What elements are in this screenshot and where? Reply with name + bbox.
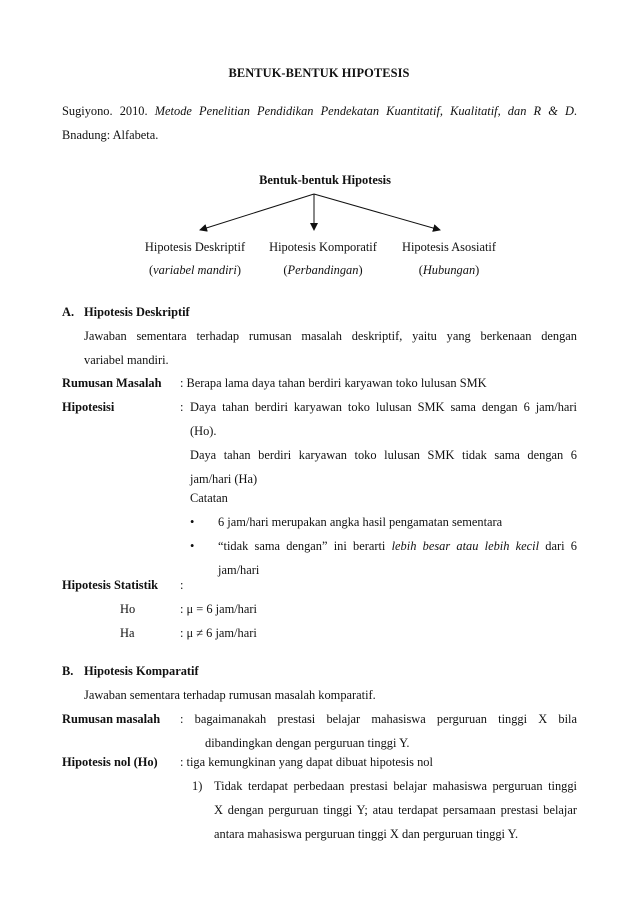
- intro-line: variabel mandiri.: [84, 353, 169, 367]
- section-a-heading: [62, 305, 190, 320]
- bullet-2-marker: •: [190, 539, 195, 553]
- item-1-text: [214, 774, 577, 846]
- diagram-root-label: Bentuk-bentuk Hipotesis: [259, 173, 391, 187]
- item-1-line: antara mahasiswa perguruan tinggi X dan perguruan tinggi Y.: [214, 827, 519, 841]
- paren-open: (: [149, 263, 154, 277]
- ha-formula: : μ ≠ 6 jam/hari: [180, 626, 257, 640]
- paren-close: ): [236, 263, 241, 277]
- bullet-1-text: 6 jam/hari merupakan angka hasil pengamatan sementara: [218, 515, 503, 529]
- hipotesis-h0: [190, 395, 577, 443]
- hipotesis-nol-label: Hipotesis nol (Ho): [62, 755, 158, 769]
- ho-formula: : μ = 6 jam/hari: [180, 602, 257, 616]
- section-a-intro: [84, 324, 577, 372]
- section-b-intro: Jawaban sementara terhadap rumusan masalah komparatif.: [84, 688, 376, 702]
- node-label: Hipotesis Deskriptif: [144, 240, 246, 254]
- ha-label: Ha: [120, 626, 135, 640]
- catatan-label: Catatan: [190, 491, 228, 505]
- hipotesis-statistik-label: Hipotesis Statistik: [62, 578, 159, 592]
- rumusan-masalah-label: Rumusan Masalah: [62, 376, 162, 390]
- rumusan-masalah-b-label: Rumusan masalah: [62, 712, 161, 726]
- arrow-to-asosiatif: [314, 194, 440, 230]
- paren-close: ): [475, 263, 480, 277]
- reference-book-title: Metode Penelitian Pendidikan Pendekatan Kuantitatif, Kualitatif, dan R & D: [154, 104, 574, 118]
- section-letter: A.: [62, 305, 75, 319]
- node-sub-text: Hubungan: [422, 263, 476, 277]
- item-1-number: 1): [192, 779, 203, 793]
- reference-author-year: Sugiyono. 2010.: [62, 104, 148, 118]
- ho-label: Ho: [120, 602, 136, 616]
- section-title: Hipotesis Komparatif: [84, 664, 199, 678]
- bullet-2-line: jam/hari: [218, 563, 260, 577]
- diagram-node-deskriptif: [138, 240, 252, 278]
- arrow-to-deskriptif: [200, 194, 314, 230]
- reference-end-punct: .: [573, 104, 577, 118]
- paren-open: (: [283, 263, 288, 277]
- paren-close: ): [358, 263, 363, 277]
- h0-line: Daya tahan berdiri karyawan toko lulusan SMK sama dengan 6 jam/hari: [190, 400, 577, 414]
- item-1-line: X dengan perguruan tinggi Y; atau terdapat persamaan prestasi belajar: [214, 803, 577, 817]
- rumusan-masalah-text: : Berapa lama daya tahan berdiri karyawan toko lulusan SMK: [180, 376, 487, 390]
- section-letter: B.: [62, 664, 74, 678]
- bullet-1-marker: •: [190, 515, 195, 529]
- diagram-arrows: [0, 0, 638, 260]
- paren-open: (: [418, 263, 423, 277]
- hipotesis-statistik-colon: :: [180, 578, 184, 592]
- node-sub: [138, 263, 252, 278]
- section-b-heading: [62, 664, 199, 679]
- intro-line: Jawaban sementara terhadap rumusan masalah deskriptif, yaitu yang berkenaan dengan: [84, 329, 577, 343]
- page-title: BENTUK-BENTUK HIPOTESIS: [228, 66, 410, 80]
- h0-line: (Ho).: [190, 424, 217, 438]
- ha-line: jam/hari (Ha): [190, 472, 258, 486]
- node-sub: [392, 263, 506, 278]
- hipotesis-label: Hipotesisi: [62, 400, 115, 414]
- reference-publisher: Bnadung: Alfabeta.: [62, 128, 159, 142]
- rumusan-masalah-b-text: [180, 707, 577, 755]
- diagram-node-komporatif: [260, 240, 386, 278]
- hipotesis-colon: :: [180, 400, 184, 414]
- node-sub: [260, 263, 386, 278]
- diagram-node-asosiatif: [392, 240, 506, 278]
- bullet-2-line: [218, 534, 577, 558]
- hipotesis-nol-text: : tiga kemungkinan yang dapat dibuat hipotesis nol: [180, 755, 433, 769]
- rumusan-b-line: : bagaimanakah prestasi belajar mahasiswa perguruan tinggi X bila: [180, 712, 577, 726]
- bullet-2-post: dari 6: [545, 539, 577, 553]
- bullet-2-pre: “tidak sama dengan” ini berarti: [218, 539, 386, 553]
- node-label: Hipotesis Asosiatif: [402, 240, 496, 254]
- node-label: Hipotesis Komporatif: [269, 240, 377, 254]
- rumusan-b-line: dibandingkan dengan perguruan tinggi Y.: [205, 736, 410, 750]
- bullet-2-text: [218, 534, 577, 582]
- bullet-2-italic: lebih besar atau lebih kecil: [391, 539, 540, 553]
- ha-line: Daya tahan berdiri karyawan toko lulusan SMK tidak sama dengan 6: [190, 448, 577, 462]
- section-title: Hipotesis Deskriptif: [84, 305, 190, 319]
- node-sub-text: variabel mandiri: [153, 263, 237, 277]
- hipotesis-ha: [190, 443, 577, 491]
- item-1-line: Tidak terdapat perbedaan prestasi belajar mahasiswa perguruan tinggi: [214, 779, 577, 793]
- node-sub-text: Perbandingan: [287, 263, 359, 277]
